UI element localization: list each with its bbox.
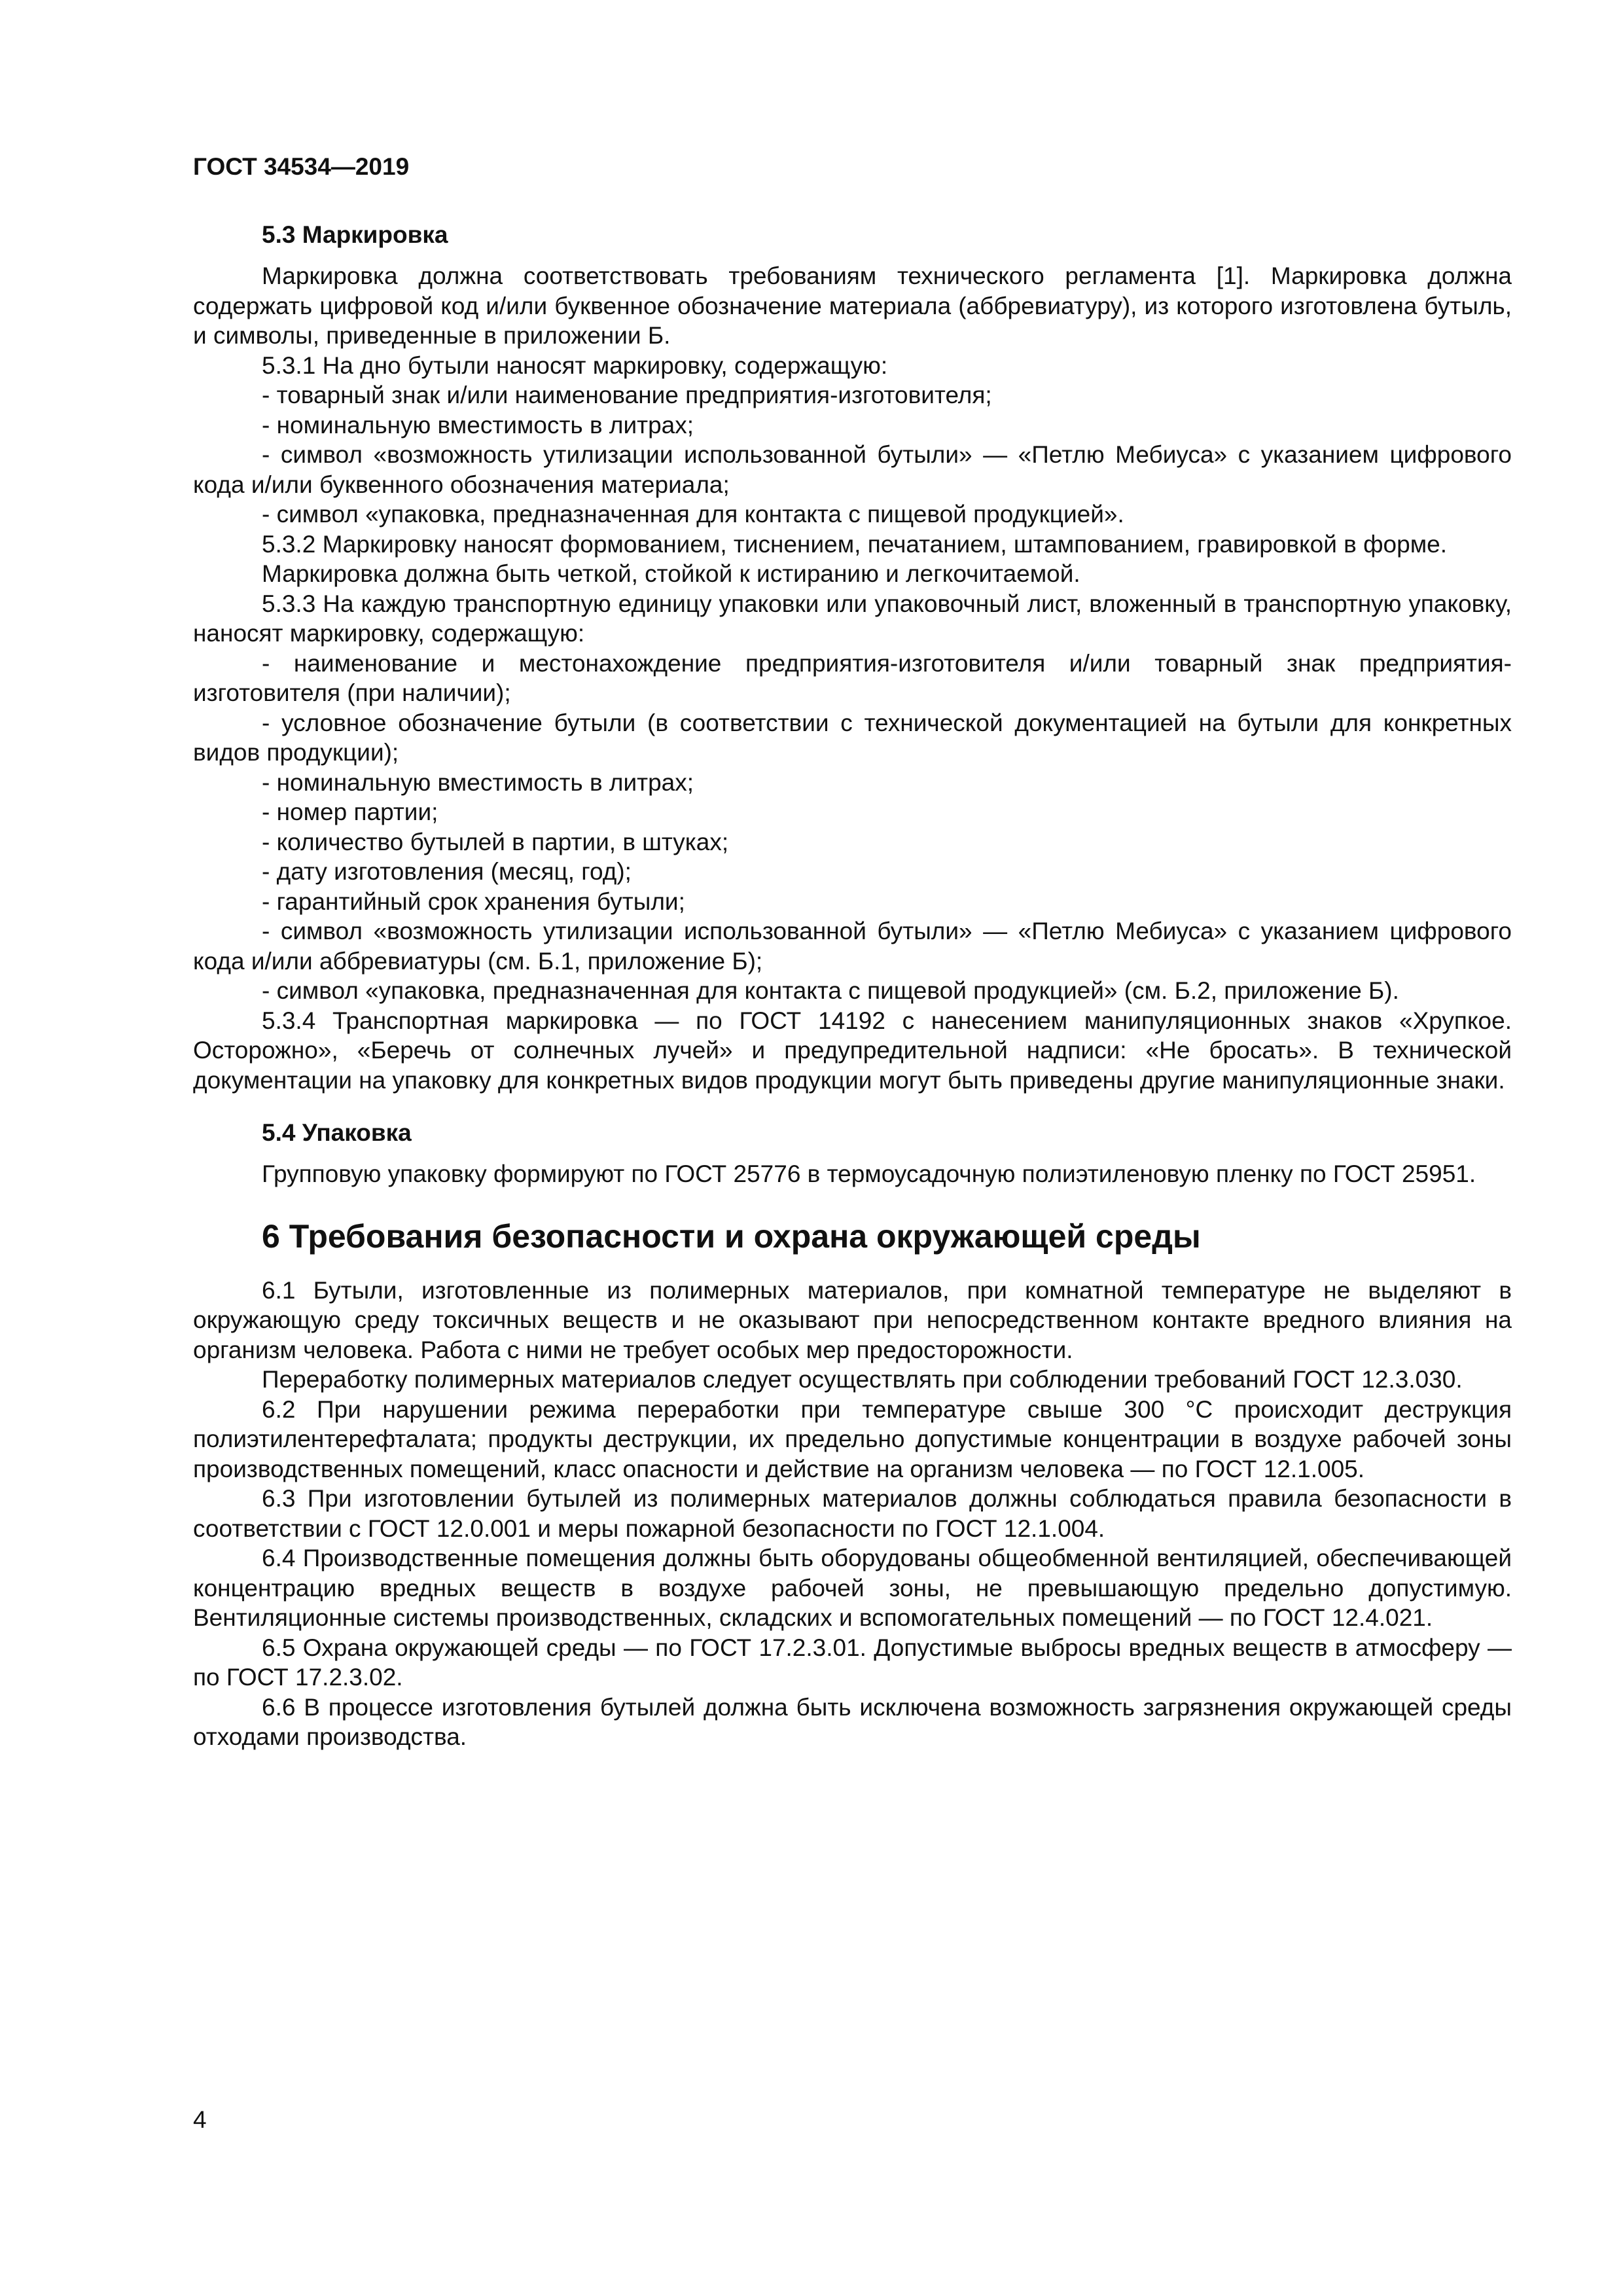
list-item: - гарантийный срок хранения бутыли; [262, 888, 685, 915]
paragraph: 6.5 Охрана окружающей среды — по ГОСТ 17.2.3.01. Допустимые выбросы вредных веществ в атмосферу — по ГОСТ 17.2.3.02. [193, 1634, 1512, 1691]
list-item: - номер партии; [262, 798, 438, 825]
list-item: - дату изготовления (месяц, год); [262, 858, 632, 885]
section-5-4-body [193, 1159, 1512, 1189]
list-item: - наименование и местонахождение предприятия-изготовителя и/или товарный знак предприятия-изготовителя (при наличии); [193, 649, 1512, 706]
document-page [193, 147, 1512, 1752]
list-item: - условное обозначение бутыли (в соответствии с технической документацией на бутыли для конкретных видов продукции); [193, 709, 1512, 766]
list-item: - символ «упаковка, предназначенная для контакта с пищевой продукцией» (см. Б.2, приложение Б). [262, 977, 1399, 1004]
list-item: - номинальную вместимость в литрах; [262, 768, 694, 796]
paragraph: 5.3.4 Транспортная маркировка — по ГОСТ 14192 с нанесением манипуляционных знаков «Хрупкое. Осторожно», «Беречь от солнечных лучей» и предупредительной надписи: «Не бросать». В технической документации на упаковку для конкретных видов продукции могут быть приведены другие манипуляционные знаки. [193, 1007, 1512, 1094]
section-5-3-title: 5.3 Маркировка [262, 221, 448, 248]
paragraph: 6.3 При изготовлении бутылей из полимерных материалов должны соблюдаться правила безопасности в соответствии с ГОСТ 12.0.001 и меры пожарной безопасности по ГОСТ 12.1.004. [193, 1485, 1512, 1542]
list-item: - номинальную вместимость в литрах; [262, 411, 694, 439]
section-5-4-title: 5.4 Упаковка [262, 1119, 412, 1146]
paragraph: Маркировка должна быть четкой, стойкой к истиранию и легкочитаемой. [262, 560, 1080, 587]
paragraph: 6.2 При нарушении режима переработки при температуре свыше 300 °С происходит деструкция полиэтилентерефталата; продукты деструкции, их предельно допустимые концентрации в воздухе рабочей зоны производственных помещений, класс опасности и действие на организм человека — по ГОСТ 12.1.005. [193, 1395, 1512, 1482]
paragraph: Групповую упаковку формируют по ГОСТ 25776 в термоусадочную полиэтиленовую пленку по ГОСТ 25951. [262, 1160, 1476, 1187]
document-header: ГОСТ 34534—2019 [193, 153, 410, 180]
paragraph: 6.4 Производственные помещения должны быть оборудованы общеобменной вентиляцией, обеспечивающей концентрацию вредных веществ в воздухе рабочей зоны, не превышающую предельно допустимую. Вентиляционные системы производственных, складских и вспомогательных помещений — по ГОСТ 12.4.021. [193, 1545, 1512, 1631]
paragraph: Маркировка должна соответствовать требованиям технического регламента [1]. Маркировка должна содержать цифровой код и/или буквенное обозначение материала (аббревиатуру), из которого изготовлена бутыль, и символы, приведенные в приложении Б. [193, 262, 1512, 349]
paragraph: 5.3.2 Маркировку наносят формованием, тиснением, печатанием, штампованием, гравировкой в форме. [262, 530, 1447, 558]
list-item: - символ «возможность утилизации использованной бутыли» — «Петлю Мебиуса» с указанием цифрового кода и/или аббревиатуры (см. Б.1, приложение Б); [193, 918, 1512, 975]
paragraph: 6.6 В процессе изготовления бутылей должна быть исключена возможность загрязнения окружающей среды отходами производства. [193, 1693, 1512, 1750]
section-6-body [193, 1276, 1512, 1752]
list-item: - количество бутылей в партии, в штуках; [262, 828, 729, 855]
page-number: 4 [193, 2106, 207, 2133]
list-item: - символ «упаковка, предназначенная для контакта с пищевой продукцией». [262, 501, 1124, 528]
paragraph: 5.3.1 На дно бутыли наносят маркировку, содержащую: [262, 351, 888, 379]
list-item: - товарный знак и/или наименование предприятия-изготовителя; [262, 382, 992, 408]
section-6-title: 6 Требования безопасности и охрана окружающей среды [262, 1217, 1201, 1255]
paragraph: Переработку полимерных материалов следует осуществлять при соблюдении требований ГОСТ 12.3.030. [262, 1366, 1463, 1393]
list-item: - символ «возможность утилизации использованной бутыли» — «Петлю Мебиуса» с указанием цифрового кода и/или буквенного обозначения материала; [193, 441, 1512, 498]
paragraph: 5.3.3 На каждую транспортную единицу упаковки или упаковочный лист, вложенный в транспортную упаковку, наносят маркировку, содержащую: [193, 590, 1512, 647]
section-5-3-body [193, 261, 1512, 1095]
paragraph: 6.1 Бутыли, изготовленные из полимерных материалов, при комнатной температуре не выделяют в окружающую среду токсичных веществ и не оказывают при непосредственном контакте вредного влияния на организм человека. Работа с ними не требует особых мер предосторожности. [193, 1276, 1512, 1363]
